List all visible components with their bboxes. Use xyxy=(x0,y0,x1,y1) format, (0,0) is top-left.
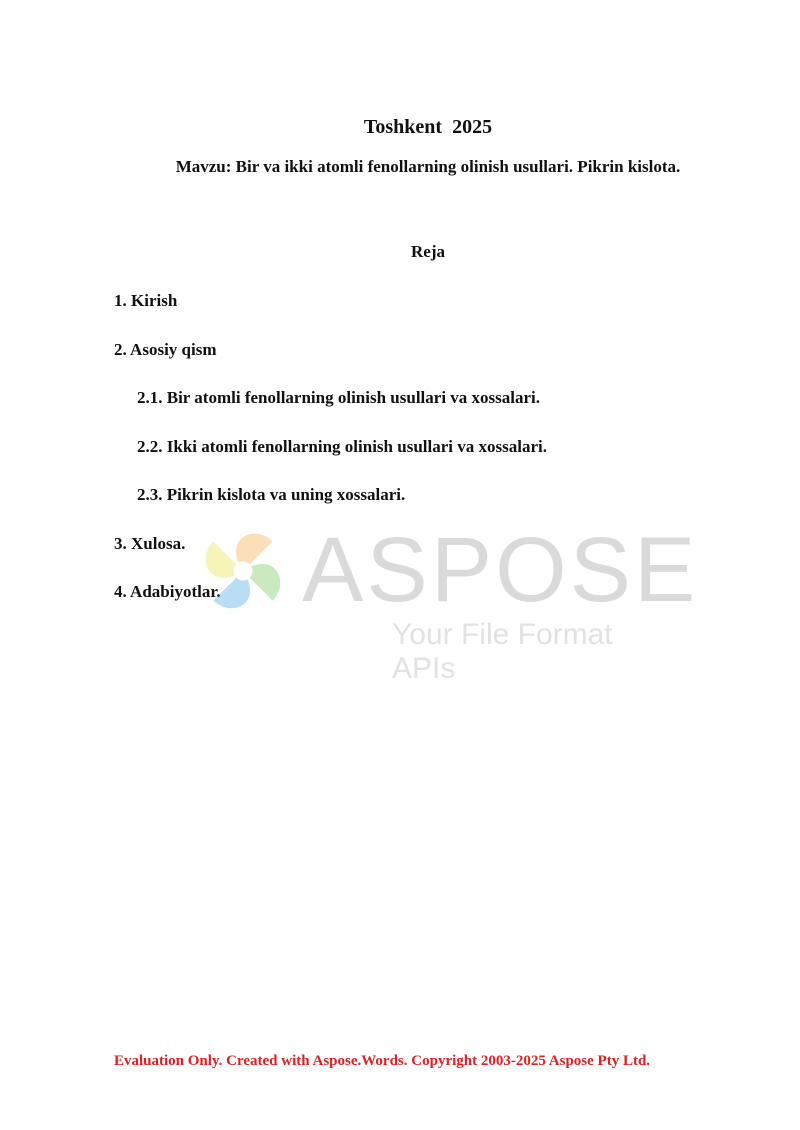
plan-item-monatomic-phenols: 2.1. Bir atomli fenollarning olinish usullari va xossalari. xyxy=(137,388,541,407)
aspose-watermark xyxy=(180,510,699,685)
plan-item-references: 4. Adabiyotlar. xyxy=(114,582,221,601)
watermark-brand: ASPOSE xyxy=(302,519,699,621)
aspose-logo-icon xyxy=(190,518,296,624)
plan-item-conclusion: 3. Xulosa. xyxy=(114,534,186,553)
plan-item-main-part: 2. Asosiy qism xyxy=(114,340,217,359)
plan-title: Reja xyxy=(411,242,445,261)
plan-item-introduction: 1. Kirish xyxy=(114,291,178,310)
plan-item-picric-acid: 2.3. Pikrin kislota va uning xossalari. xyxy=(137,485,406,504)
plan-item-diatomic-phenols: 2.2. Ikki atomli fenollarning olinish usullari va xossalari. xyxy=(137,437,547,456)
topic-heading: Mavzu: Bir va ikki atomli fenollarning olinish usullari. Pikrin kislota. xyxy=(175,157,681,176)
city-year-heading: Toshkent 2025 xyxy=(363,116,493,138)
watermark-tagline: Your File Format APIs xyxy=(392,618,613,685)
evaluation-footer: Evaluation Only. Created with Aspose.Words. Copyright 2003-2025 Aspose Pty Ltd. xyxy=(114,1053,651,1069)
